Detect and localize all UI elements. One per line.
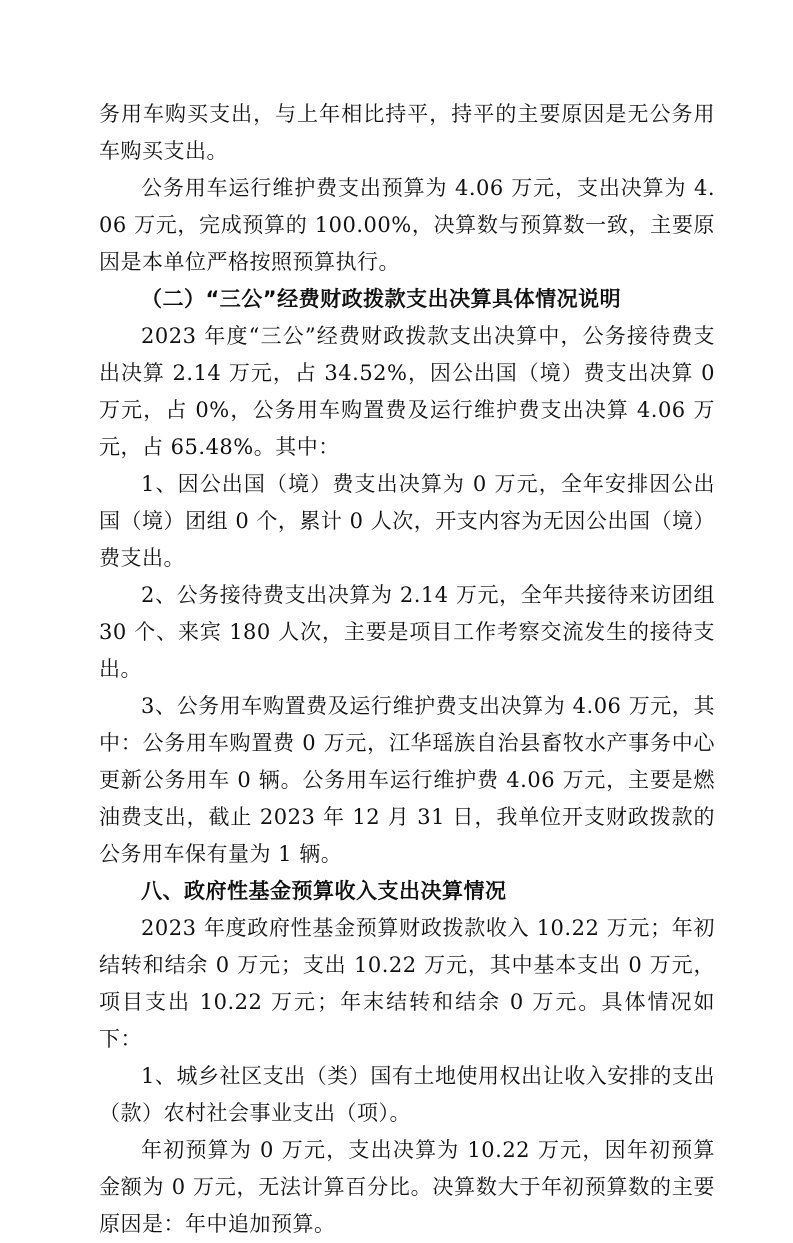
- paragraph-fund-item-1: 1、城乡社区支出（类）国有土地使用权出让收入安排的支出（款）农村社会事业支出（项）。: [99, 1064, 715, 1125]
- document-body: [99, 96, 715, 1243]
- paragraph-official-reception: 2、公务接待费支出决算为 2.14 万元，全年共接待来访团组 30 个、来宾 180 人次，主要是项目工作考察交流发生的接待支出。: [99, 583, 715, 681]
- paragraph-official-vehicles: 3、公务用车购置费及运行维护费支出决算为 4.06 万元，其中：公务用车购置费 0 万元，江华瑶族自治县畜牧水产事务中心更新公务用车 0 辆。公务用车运行维护费 4.06 万元，主要是燃油费支出，截止 2023 年 12 月 31 日，我单位开支财政拨款的公务用车保有量为 1 辆。: [99, 694, 715, 866]
- paragraph-vehicle-maintenance: 公务用车运行维护费支出预算为 4.06 万元，支出决算为 4.06 万元，完成预算的 100.00%，决算数与预算数一致，主要原因是本单位严格按照预算执行。: [99, 176, 715, 274]
- paragraph-vehicle-purchase-continued: 务用车购买支出，与上年相比持平，持平的主要原因是无公务用车购买支出。: [99, 102, 715, 163]
- paragraph-fund-item-1-detail: 年初预算为 0 万元，支出决算为 10.22 万元，因年初预算金额为 0 万元，无法计算百分比。决算数大于年初预算数的主要原因是：年中追加预算。: [99, 1138, 715, 1236]
- paragraph-government-fund-summary: 2023 年度政府性基金预算财政拨款收入 10.22 万元；年初结转和结余 0 万元；支出 10.22 万元，其中基本支出 0 万元，项目支出 10.22 万元；年末结转和结余 0 万元。具体情况如下：: [99, 916, 715, 1051]
- paragraph-three-public-summary: 2023 年度“三公”经费财政拨款支出决算中，公务接待费支出决算 2.14 万元，占 34.52%，因公出国（境）费支出决算 0 万元，占 0%，公务用车购置费及运行维护费支出决算 4.06 万元，占 65.48%。其中：: [99, 324, 715, 459]
- section-heading-government-fund: 八、政府性基金预算收入支出决算情况: [141, 879, 507, 903]
- paragraph-overseas-travel: 1、因公出国（境）费支出决算为 0 万元，全年安排因公出国（境）团组 0 个，累计 0 人次，开支内容为无因公出国（境）费支出。: [99, 472, 715, 570]
- section-heading-three-public-expenses: （二）“三公”经费财政拨款支出决算具体情况说明: [141, 287, 622, 311]
